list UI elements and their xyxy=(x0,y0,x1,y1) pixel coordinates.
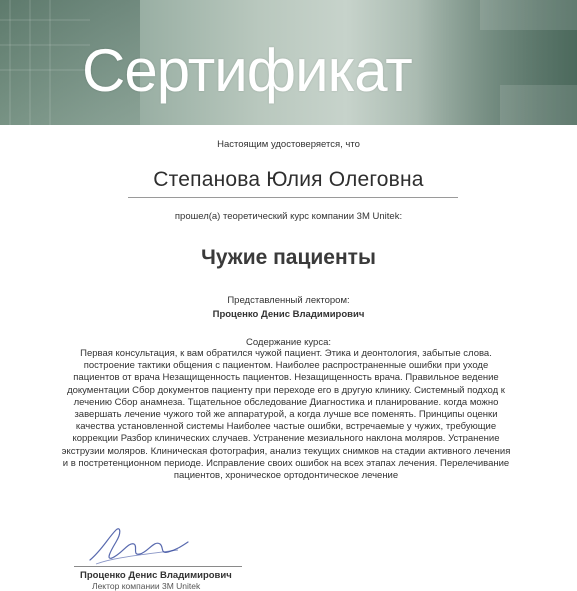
contents-line: лечению Сбор анамнеза. Тщательное обследование Диагностика и планирование. когда можно xyxy=(73,396,499,408)
course-title: Чужие пациенты xyxy=(201,246,376,269)
course-contents xyxy=(60,348,512,482)
certificate-banner xyxy=(0,0,577,125)
signer-name: Проценко Денис Владимирович xyxy=(80,570,232,581)
contents-line: коррекции Разбор клинических случаев. Устранение мезиального наклона моляров. Устранение xyxy=(72,433,500,445)
presented-by-label: Представленный лектором: xyxy=(227,295,350,306)
contents-line: пациентов от врача Незащищенность пациентов. Незащищенность врача. Правильное ведение xyxy=(73,372,499,384)
signer-role: Лектор компании 3M Unitek xyxy=(92,581,201,591)
name-underline xyxy=(128,197,458,198)
contents-line: пациентов, хроническое ортодонтическое лечение xyxy=(173,470,399,482)
certificate-title: Сертификат xyxy=(82,37,412,104)
contents-line: Первая консультация, к вам обратился чужой пациент. Этика и деонтология, забытые слова. xyxy=(80,348,492,359)
contents-line: построение тактики общения с пациентом. Наиболее распространенные ошибки при уходе xyxy=(83,360,489,372)
certify-text: Настоящим удостоверяется, что xyxy=(217,139,360,150)
contents-line: документации Сбор документов пациенту при переходе его в другую клинику. Системный подход к xyxy=(67,384,505,396)
lecturer-name: Проценко Денис Владимирович xyxy=(212,309,365,320)
contents-line: завершать лечение чужого той же аппаратурой, а когда лучше все поменять. Принципы оценки xyxy=(74,409,498,421)
signature-line xyxy=(74,566,242,567)
contents-line: и в постретенционном периоде. Исправление своих ошибок на всех этапах лечения. Перелечивание xyxy=(62,457,510,469)
passed-course-text: прошел(а) теоретический курс компании 3M Unitek: xyxy=(174,211,403,222)
course-contents-label: Содержание курса: xyxy=(245,337,332,348)
recipient-name: Степанова Юлия Олеговна xyxy=(153,168,424,191)
contents-line: качества установленной системы Наиболее частые ошибки, встречаемые у чужих, требующие xyxy=(75,421,497,433)
contents-line: экструзии моляров. Клиническая фотография, анализ текущих снимков на стадии активного лечения xyxy=(61,445,511,457)
handwritten-signature xyxy=(82,520,192,568)
